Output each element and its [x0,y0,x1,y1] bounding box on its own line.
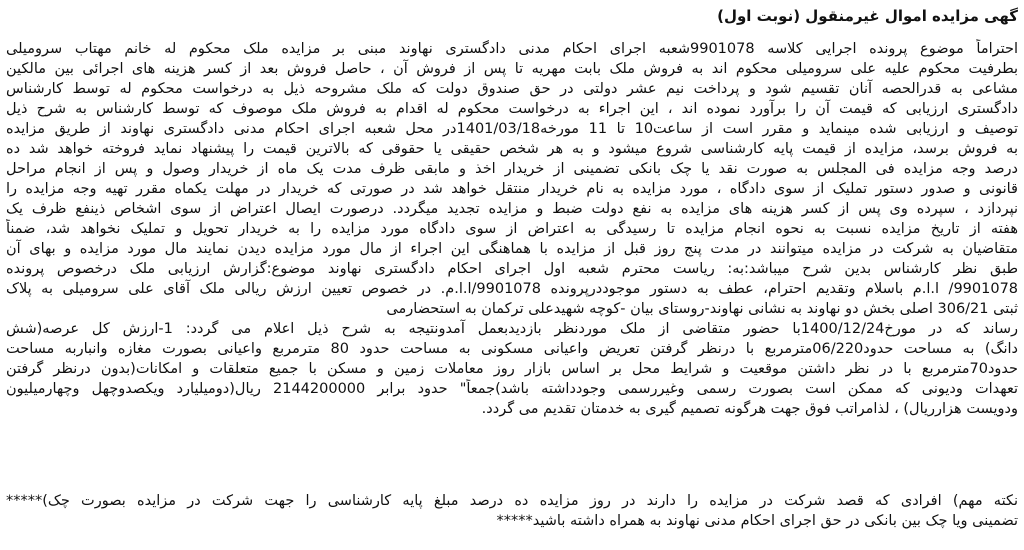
body-line: بطرفیت محکوم علیه علی سرومیلی محکوم اند به فروش ملک بابت مهریه تا پس از فروش آن ، حاصل فروش بعد از کسر هزینه های اجرائی بین مالکین [6,61,1018,77]
body-line: ثبتی 306/21 اصلی بخش دو نهاوند به نشانی نهاوند-روستای بیان -کوچه شهیدعلی ترکمان به استحضارمی [386,301,1018,317]
notice-title: گهی مزایده اموال غیرمنقول (نوبت اول) [717,7,1018,25]
body-line: توصیف و ارزیابی شده مینماید و مقرر است از ساعت10 تا 11 مورخه1401/03/18در محل شعبه اجرای احکام مدنی دادگستری نهاوند از طریق مزایده [6,121,1018,137]
body-line: هفته از تاریخ مزایده نسبت به نحوه انجام مزایده تا رسیدگی به اعتراض از سوی دادگاه مورد مزایده را به خریدار تحویل و تملیک نخواهد شد، ضمناً [6,221,1018,237]
footnote-line: نکته مهم) افرادی که قصد شرکت در مزایده را دارند در روز مزایده ده درصد مبلغ پایه کارشناسی را جهت شرکت در مزایده بصورت چک)***** [6,493,1018,509]
body-line: قانونی و صدور دستور تملیک از سوی دادگاه ، مورد مزایده به نام خریدار منتقل خواهد شد در صورتی که خریدار در مهلت یکماه مقرر تهیه وجه مزایده را [6,181,1018,197]
body-line: تعهدات ودیونی که ممکن است بصورت رسمی وغیررسمی وجودداشته باشد)جمعاً" حدود برابر 2144200000 ریال(دومیلیارد ویکصدوچهل وچهارمیلیون [6,381,1018,397]
body-line: رساند که در مورخ1400/12/24با حضور متقاضی از ملک موردنظر بازدیدبعمل آمدونتیجه به شرح ذیل اعلام می گردد: 1-ارزش کل عرصه(شش [6,321,1018,337]
body-line: 9901078/ ا.ا.م باسلام وتقدیم احترام، عطف به دستور موجوددرپرونده 9901078/ا.ا.م. در خصوص تعیین ارزش ریالی ملک آقای علی سرومیلی به پلاک [6,281,1018,297]
body-line: دانگ) به مساحت حدود06/220مترمربع با درنظر گرفتن تعریض واعیانی مسکونی به مساحت حدود 80 مترمربع واعیانی بصورت مغازه وانباربه مساحت [6,341,1018,357]
body-line: دادگستری ارزیابی که قیمت آن را برآورد نموده اند ، این اجراء به درخواست محکوم له اقدام به فروش ملک موصوف که توسط کارشناس به شرح ذیل [6,101,1018,117]
body-line: درصد وجه مزایده فی المجلس به صورت نقد یا چک بانکی تضمینی از خریدار اخذ و مابقی ظرف مدت یک ماه از خریدار وصول و پس از انجام مراحل [6,161,1018,177]
body-line: به فروش برسد، مزایده از قیمت پایه کارشناسی شروع میشود و به هر شخص حقیقی یا حقوقی که بالاترین قیمت را پیشنهاد نماید فروخته خواهد شد ده [6,141,1018,157]
body-line: نپردازد ، سپرده وی پس از کسر هزینه های مزایده به نفع دولت ضبط و مزایده تجدید میگردد. درصورت ایصال اعتراض از سوی اشخاص ذینفع ظرف یک [6,201,1018,217]
body-line: طبق نظر کارشناس بدین شرح میباشد:به: ریاست محترم شعبه اول اجرای احکام دادگستری نهاوند موضوع:گزارش ارزیابی ملک درخصوص پرونده [6,261,1018,277]
footnote-line: تضمینی ویا چک بین بانکی در حق اجرای احکام مدنی نهاوند به همراه داشته باشید***** [496,513,1018,529]
body-line: حدود70مترمربع با در نظر داشتن موقعیت و شرایط محل بر اساس بازار روز معاملات زمین و مسکن با جمیع متعلقات و امکانات(بدون درنظر گرفتن [6,361,1018,377]
body-line: متقاضیان به شرکت در مزایده میتوانند در مدت پنج روز قبل از مزایده با هماهنگی این اجراء از مال مورد مزایده دیدن نمایند مال مورد مزایده و بهای آن [6,241,1018,257]
body-line: مشاعی به قدرالحصه آنان تقسیم شود و پرداخت نیم عشر دولتی در حق صندوق دولت که ملک مشروحه ذیل به درخواست محکوم له توسط کارشناس [6,81,1018,97]
body-line: احتراماً موضوع پرونده اجرایی کلاسه 9901078شعبه اجرای احکام مدنی دادگستری نهاوند مبنی بر مزایده ملک محکوم له خانم مهتاب سرومیلی [6,41,1018,57]
body-line: ودویست هزارریال) ، لذامراتب فوق جهت هرگونه تصمیم گیری به خدمتان تقدیم می گردد. [481,401,1018,417]
